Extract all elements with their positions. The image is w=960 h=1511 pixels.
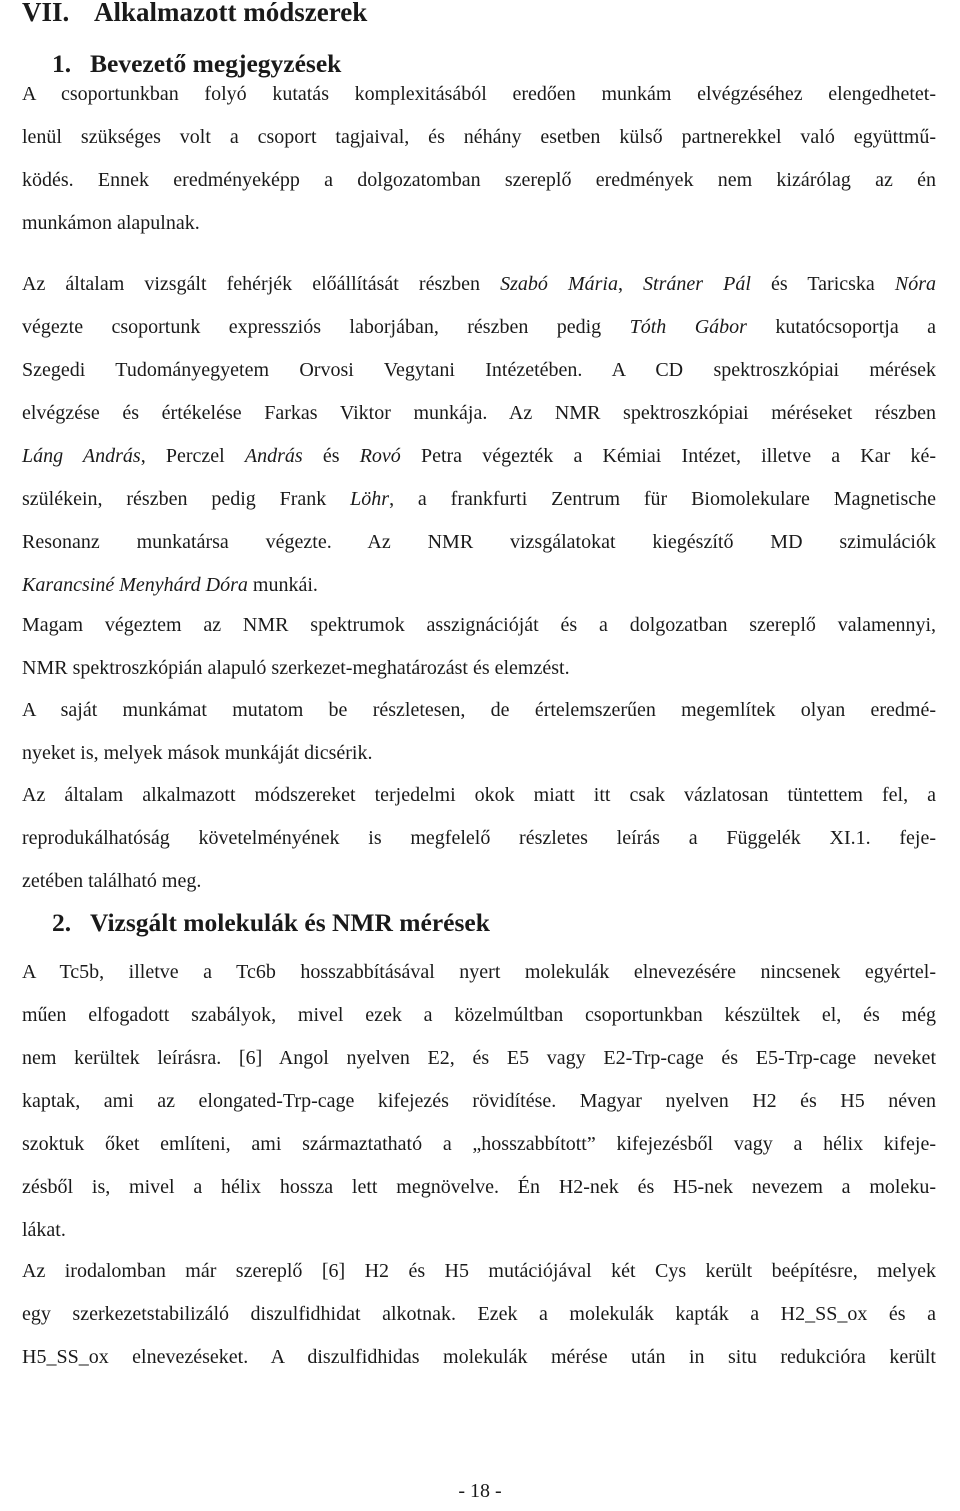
section-title: Bevezető megjegyzések <box>90 49 342 78</box>
person-name: Stráner Pál <box>643 273 751 295</box>
text-line: nem kerültek leírásra. [6] Angol nyelven E2, és E5 vagy E2-Trp-cage és E5-Trp-cage neveket <box>22 1047 936 1069</box>
text-line: Szegedi Tudományegyetem Orvosi Vegytani Intézetében. A CD spektroszkópiai mérések <box>22 359 936 381</box>
page-number: - 18 - <box>458 1480 502 1502</box>
text-run: , <box>617 273 644 295</box>
section-number: 2. <box>52 908 72 937</box>
text-line <box>22 435 936 478</box>
person-name: Karancsiné Menyhárd Dóra <box>22 574 248 596</box>
paragraph <box>22 1250 936 1379</box>
text-line: elvégzése és értékelése Farkas Viktor munkája. Az NMR spektroszkópiai méréseket részben <box>22 402 936 424</box>
text-line <box>22 478 936 521</box>
text-run: végezte csoportunk expressziós laborjában, részben pedig <box>22 316 630 338</box>
section-heading-2 <box>52 905 490 941</box>
text-run: , Perczel <box>140 445 245 467</box>
text-line: A csoportunkban folyó kutatás komplexitásából eredően munkám elvégzéséhez elengedhetet- <box>22 83 936 105</box>
person-name: Láng András <box>22 445 141 467</box>
person-name: Rovó <box>359 445 401 467</box>
paragraph <box>22 689 936 775</box>
text-line: ködés. Ennek eredményeképp a dolgozatomban szereplő eredmények nem kizárólag az én <box>22 169 936 191</box>
person-name: András <box>244 445 303 467</box>
text-line: lenül szükséges volt a csoport tagjaival, és néhány esetben külső partnerekkel való együttmű- <box>22 126 936 148</box>
text-run: munkái. <box>247 574 318 596</box>
text-run: és <box>302 445 360 467</box>
section-number: 1. <box>52 49 72 78</box>
text-line <box>22 564 936 607</box>
text-line: nyeket is, melyek mások munkáját dicsérik. <box>22 742 373 764</box>
text-line: A Tc5b, illetve a Tc6b hosszabbításával nyert molekulák elnevezésére nincsenek egyértel- <box>22 961 936 983</box>
text-line: szoktuk őket említeni, ami származtatható a „hosszabbított” kifejezésből vagy a hélix kifeje- <box>22 1133 936 1155</box>
text-line: lákat. <box>22 1219 66 1241</box>
chapter-title: Alkalmazott módszerek <box>94 0 368 27</box>
text-line: egy szerkezetstabilizáló diszulfidhidat alkotnak. Ezek a molekulák kapták a H2_SS_ox és a <box>22 1303 936 1325</box>
paragraph <box>22 774 936 903</box>
paragraph <box>22 73 936 245</box>
person-name: Szabó Mária <box>500 273 618 295</box>
paragraph <box>22 951 936 1252</box>
person-name: Nóra <box>894 273 936 295</box>
text-line: H5_SS_ox elnevezéseket. A diszulfidhidas molekulák mérése után in situ redukcióra került <box>22 1346 936 1368</box>
text-run: szülékein, részben pedig Frank <box>22 488 351 510</box>
chapter-heading <box>22 0 367 32</box>
text-run: és Taricska <box>750 273 895 295</box>
person-name: Löhr <box>350 488 390 510</box>
text-line: NMR spektroszkópián alapuló szerkezet-meghatározást és elemzést. <box>22 657 570 679</box>
text-line <box>22 263 936 306</box>
text-line: Resonanz munkatársa végezte. Az NMR vizsgálatokat kiegészítő MD szimulációk <box>22 531 936 553</box>
text-line <box>22 306 936 349</box>
text-line: műen elfogadott szabályok, mivel ezek a közelmúltban csoportunkban készültek el, és még <box>22 1004 936 1026</box>
text-run: Petra végezték a Kémiai Intézet, illetve a Kar ké- <box>400 445 936 467</box>
text-line: Az általam alkalmazott módszereket terjedelmi okok miatt itt csak vázlatosan tüntettem fel, a <box>22 784 936 806</box>
text-line: kaptak, ami az elongated-Trp-cage kifejezés rövidítése. Magyar nyelven H2 és H5 néven <box>22 1090 936 1112</box>
text-line: A saját munkámat mutatom be részletesen, de értelemszerűen megemlítek olyan eredmé- <box>22 699 936 721</box>
paragraph <box>22 604 936 690</box>
text-run: Az általam vizsgált fehérjék előállítását részben <box>22 273 501 295</box>
text-line: zésből is, mivel a hélix hossza lett megnövelve. Én H2-nek és H5-nek nevezem a moleku- <box>22 1176 936 1198</box>
text-line: munkámon alapulnak. <box>22 212 200 234</box>
text-line: reprodukálhatóság követelményének is megfelelő részletes leírás a Függelék XI.1. feje- <box>22 827 936 849</box>
text-run: , a frankfurti Zentrum für Biomolekulare Magnetische <box>389 488 936 510</box>
section-title: Vizsgált molekulák és NMR mérések <box>90 908 490 937</box>
text-line: zetében található meg. <box>22 870 202 892</box>
person-name: Tóth Gábor <box>629 316 747 338</box>
paragraph <box>22 263 936 607</box>
chapter-number: VII. <box>22 0 70 27</box>
text-line: Magam végeztem az NMR spektrumok asszignációját és a dolgozatban szereplő valamennyi, <box>22 614 936 636</box>
text-run: kutatócsoportja a <box>746 316 937 338</box>
text-line: Az irodalomban már szereplő [6] H2 és H5 mutációjával két Cys került beépítésre, melyek <box>22 1260 936 1282</box>
